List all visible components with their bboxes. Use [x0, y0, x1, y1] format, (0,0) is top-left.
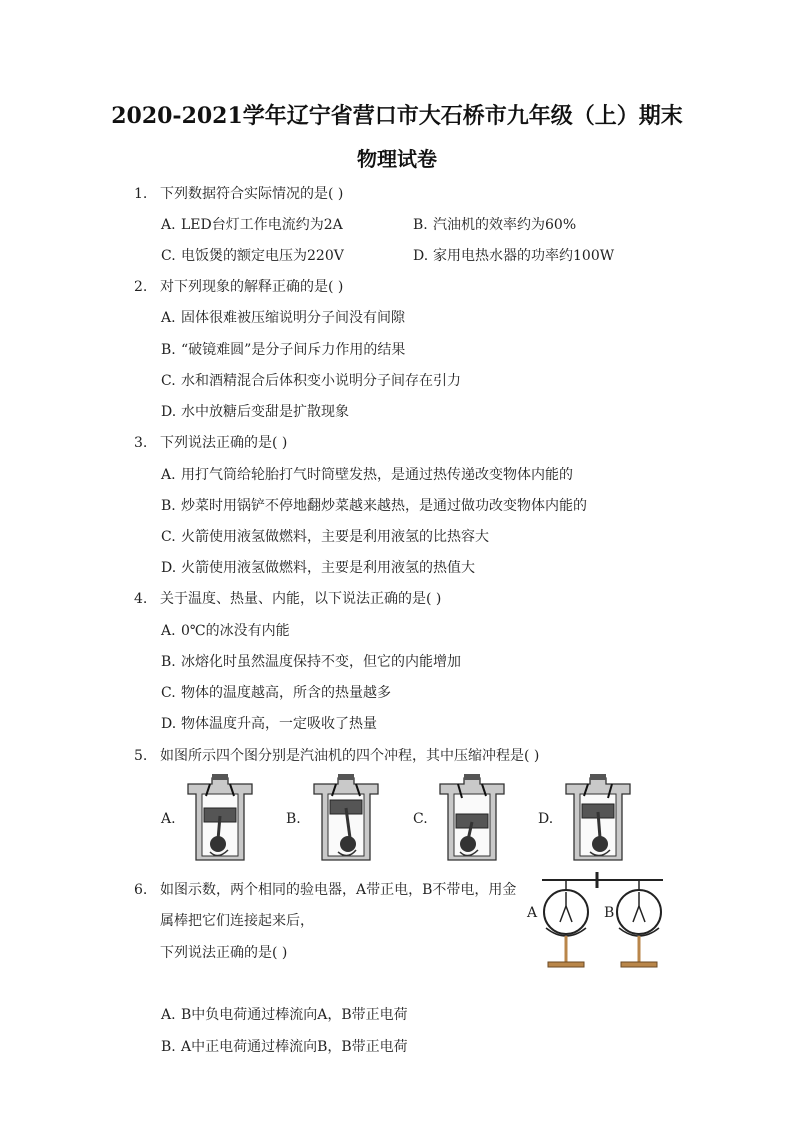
q4-option-c: C. 物体的温度越高，所含的热量越多: [161, 685, 391, 701]
q1-option-d: D. 家用电热水器的功率约100W: [413, 248, 615, 264]
q3-option-d: D. 火箭使用液氢做燃料，主要是利用液氢的热值大: [161, 560, 475, 576]
question-number: 3.: [134, 435, 148, 451]
q2-option-c: C. 水和酒精混合后体积变小说明分子间存在引力: [161, 373, 461, 389]
engine-stroke-b-image: [306, 772, 386, 864]
question-stem: 下列说法正确的是( ): [160, 435, 288, 451]
q5-option-a-label: A.: [161, 811, 176, 827]
q3-option-b: B. 炒菜时用锅铲不停地翻炒菜越来越热，是通过做功改变物体内能的: [161, 498, 587, 514]
q4-option-d: D. 物体温度升高，一定吸收了热量: [161, 716, 377, 732]
q1-option-a: A. LED台灯工作电流约为2A: [161, 217, 343, 233]
question-stem: 关于温度、热量、内能，以下说法正确的是( ): [160, 591, 442, 607]
q4-option-a: A. 0℃的冰没有内能: [161, 623, 290, 639]
q3-option-a: A. 用打气筒给轮胎打气时筒壁发热，是通过热传递改变物体内能的: [161, 467, 573, 483]
q1-option-b: B. 汽油机的效率约为60%: [413, 217, 577, 233]
question-number: 2.: [134, 279, 148, 295]
question-6: [134, 879, 516, 899]
engine-stroke-d-image: [558, 772, 638, 864]
question-stem: 对下列现象的解释正确的是( ): [160, 279, 344, 295]
q5-option-b-label: B.: [286, 811, 301, 827]
question-stem-line-2: 属棒把它们连接起来后，: [160, 913, 314, 929]
question-4: [134, 588, 441, 608]
electroscope-label-a: A: [527, 905, 538, 921]
question-number: 6.: [134, 882, 148, 898]
q6-option-b: B. A中正电荷通过棒流向B，B带正电荷: [161, 1039, 408, 1055]
question-1: [134, 183, 343, 203]
electroscope-diagram: [540, 870, 665, 972]
question-3: [134, 432, 287, 452]
q2-option-b: B. “破镜难圆”是分子间斥力作用的结果: [161, 342, 406, 358]
q3-option-c: C. 火箭使用液氢做燃料，主要是利用液氢的比热容大: [161, 529, 489, 545]
q6-option-a: A. B中负电荷通过棒流向A，B带正电荷: [161, 1007, 408, 1023]
q2-option-a: A. 固体很难被压缩说明分子间没有间隙: [161, 310, 405, 326]
q4-option-b: B. 冰熔化时虽然温度保持不变，但它的内能增加: [161, 654, 461, 670]
q5-option-d-label: D.: [538, 811, 554, 827]
engine-stroke-a-image: [180, 772, 260, 864]
exam-subtitle: 物理试卷: [357, 147, 437, 171]
q1-option-c: C. 电饭煲的额定电压为220V: [161, 248, 344, 264]
q5-option-c-label: C.: [413, 811, 428, 827]
question-stem-line-1: 如图示数，两个相同的验电器，A带正电，B不带电，用金: [160, 882, 517, 898]
question-number: 5.: [134, 748, 148, 764]
question-stem: 下列数据符合实际情况的是( ): [160, 186, 344, 202]
question-number: 1.: [134, 186, 148, 202]
question-stem-line-3: 下列说法正确的是( ): [160, 945, 288, 961]
question-2: [134, 276, 343, 296]
exam-title: 2020-2021学年辽宁省营口市大石桥市九年级（上）期末: [111, 103, 683, 129]
question-stem: 如图所示四个图分别是汽油机的四个冲程，其中压缩冲程是( ): [160, 748, 540, 764]
question-number: 4.: [134, 591, 148, 607]
q2-option-d: D. 水中放糖后变甜是扩散现象: [161, 404, 349, 420]
engine-stroke-c-image: [432, 772, 512, 864]
electroscope-label-b: B: [604, 905, 615, 921]
question-5: [134, 745, 539, 765]
